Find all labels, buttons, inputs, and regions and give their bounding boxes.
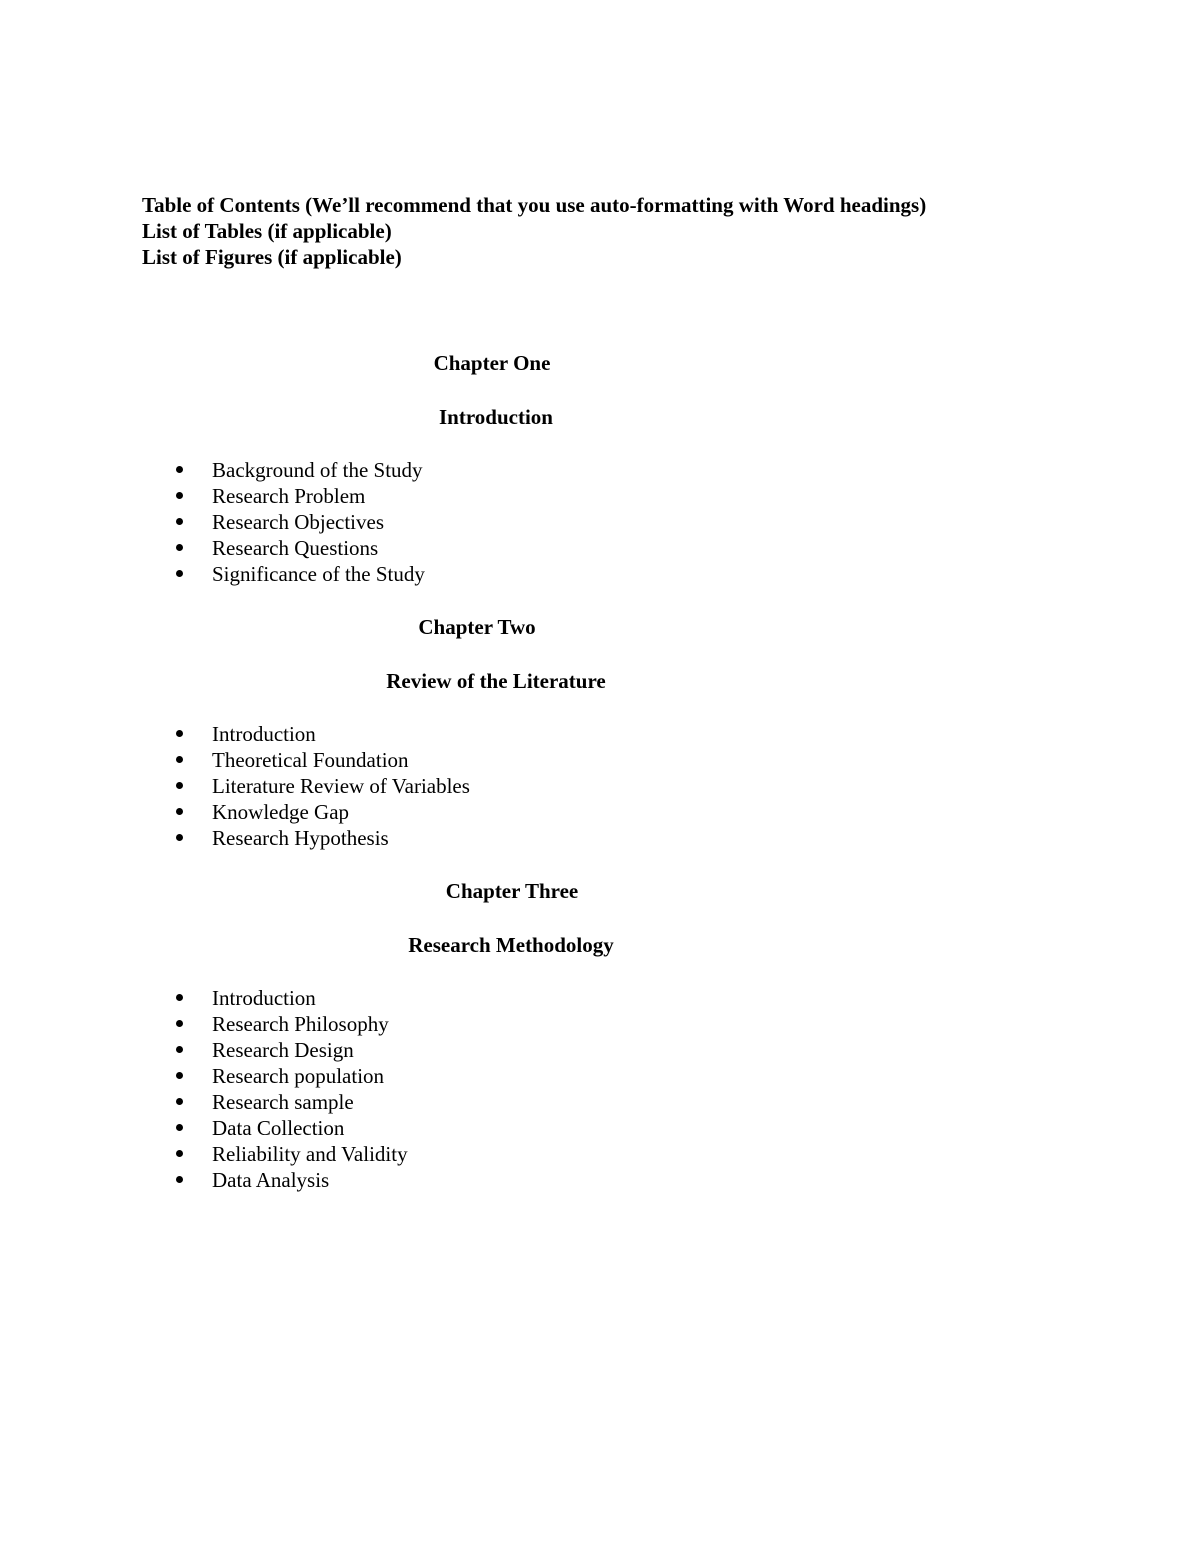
list-item-text: Research Problem <box>212 484 366 508</box>
bullet-icon <box>176 1020 183 1027</box>
list-item <box>174 985 408 1011</box>
chapter-one-list <box>174 457 425 587</box>
bullet-icon <box>176 1072 183 1079</box>
list-item <box>174 773 470 799</box>
list-item-text: Reliability and Validity <box>212 1142 408 1166</box>
bullet-icon <box>176 730 183 737</box>
list-item <box>174 1167 408 1193</box>
list-item <box>174 483 425 509</box>
list-item-text: Data Collection <box>212 1116 345 1140</box>
list-item-text: Research Philosophy <box>212 1012 389 1036</box>
list-item-text: Research sample <box>212 1090 354 1114</box>
list-item-text: Data Analysis <box>212 1168 330 1192</box>
bullet-icon <box>176 466 183 473</box>
list-item-text: Research Design <box>212 1038 354 1062</box>
bullet-icon <box>176 834 183 841</box>
bullet-icon <box>176 544 183 551</box>
bullet-icon <box>176 1176 183 1183</box>
list-item <box>174 1037 408 1063</box>
chapter-three-heading: Chapter Three <box>445 879 579 903</box>
list-item-text: Introduction <box>212 722 316 746</box>
list-item <box>174 1011 408 1037</box>
chapter-one-heading: Chapter One <box>433 351 551 375</box>
bullet-icon <box>176 492 183 499</box>
bullet-icon <box>176 1124 183 1131</box>
list-item-text: Significance of the Study <box>212 562 425 586</box>
bullet-icon <box>176 994 183 1001</box>
chapter-three-list <box>174 985 408 1193</box>
bullet-icon <box>176 1150 183 1157</box>
chapter-two-list <box>174 721 470 851</box>
list-item-text: Literature Review of Variables <box>212 774 470 798</box>
list-item-text: Research Questions <box>212 536 379 560</box>
list-item-text: Introduction <box>212 986 316 1010</box>
list-item <box>174 721 470 747</box>
bullet-icon <box>176 1046 183 1053</box>
list-item-text: Theoretical Foundation <box>212 748 409 772</box>
list-of-figures-line: List of Figures (if applicable) <box>142 245 402 269</box>
list-item <box>174 561 425 587</box>
list-item <box>174 1141 408 1167</box>
list-item-text: Research Objectives <box>212 510 385 534</box>
bullet-icon <box>176 782 183 789</box>
list-item-text: Knowledge Gap <box>212 800 350 824</box>
list-of-tables-line: List of Tables (if applicable) <box>142 219 392 243</box>
list-item <box>174 457 425 483</box>
toc-line: Table of Contents (We’ll recommend that you use auto-formatting with Word headings) <box>142 193 927 217</box>
bullet-icon <box>176 808 183 815</box>
list-item-text: Research Hypothesis <box>212 826 389 850</box>
bullet-icon <box>176 518 183 525</box>
chapter-two-heading: Chapter Two <box>418 615 536 639</box>
list-item <box>174 1089 408 1115</box>
list-item <box>174 1115 408 1141</box>
chapter-two-title: Review of the Literature <box>386 669 606 693</box>
list-item <box>174 747 470 773</box>
bullet-icon <box>176 570 183 577</box>
list-item <box>174 1063 408 1089</box>
list-item-text: Background of the Study <box>212 458 423 482</box>
bullet-icon <box>176 756 183 763</box>
list-item <box>174 509 425 535</box>
list-item <box>174 799 470 825</box>
chapter-three-title: Research Methodology <box>408 933 614 957</box>
list-item <box>174 535 425 561</box>
bullet-icon <box>176 1098 183 1105</box>
list-item-text: Research population <box>212 1064 385 1088</box>
list-item <box>174 825 470 851</box>
front-matter <box>142 192 1102 270</box>
chapter-one-title: Introduction <box>439 405 553 429</box>
